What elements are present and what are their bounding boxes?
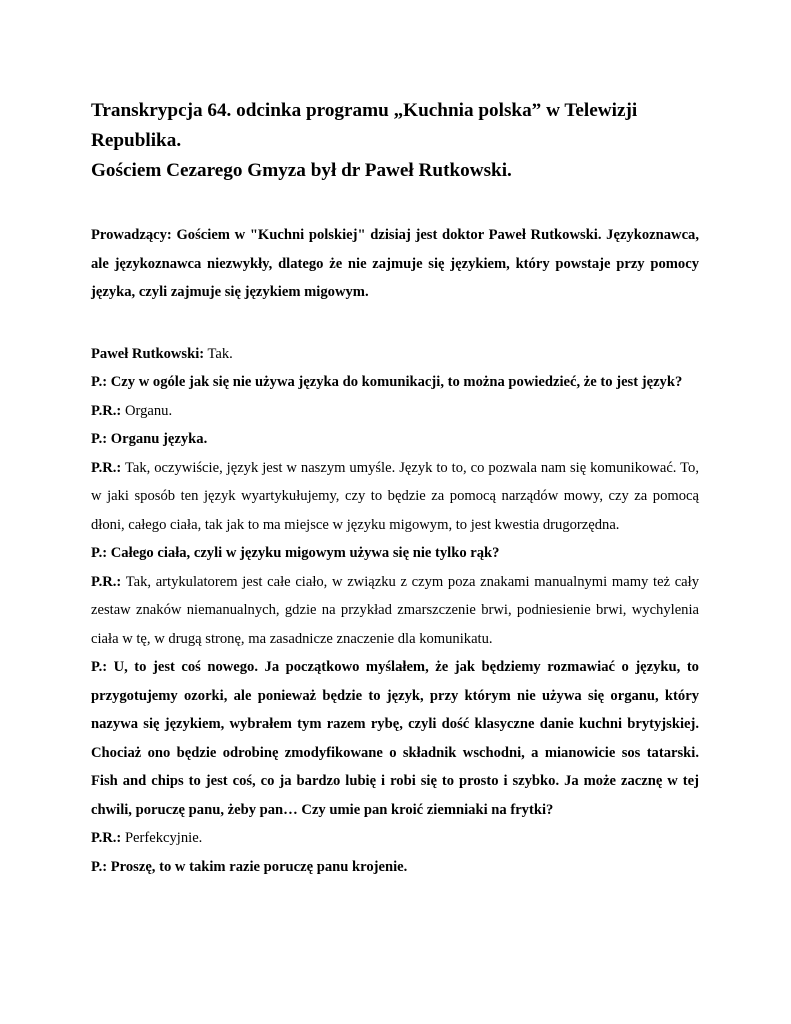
document-page [91,96,699,881]
dialogue-turn [91,368,699,397]
turn-text: Tak, artykulatorem jest całe ciało, w związku z czym poza znakami manualnymi mamy też cały zestaw znaków niemanualnych, gdzie na przykład zmarszczenie brwi, podniesienie brwi, wychylenia ciała w tę, w drugą stronę, ma zasadnicze znaczenie dla komunikatu. [91,573,700,647]
title-line-1: Transkrypcja 64. odcinka programu „Kuchnia polska” w Telewizji Republika. [91,100,638,151]
dialogue-turn [91,853,699,882]
turn-text: Czy w ogóle jak się nie używa języka do komunikacji, to można powiedzieć, że to jest język? [110,374,683,390]
speaker-label: P.: [91,374,108,390]
speaker-label: P.: [91,431,108,447]
turn-text: Proszę, to w takim razie poruczę panu krojenie. [110,858,408,875]
speaker-label: P.R.: [91,459,122,476]
dialogue-turn [91,653,699,824]
turn-text: Tak. [207,345,233,362]
dialogue-turn [91,425,699,454]
speaker-label: P.: [91,659,108,675]
speaker-label: P.: [91,858,108,875]
intro-paragraph: Prowadzący: Gościem w "Kuchni polskiej" dzisiaj jest doktor Paweł Rutkowski. Językoznawca, ale językoznawca niezwykły, dlatego że nie zajmuje się językiem, który powstaje przy pomocy języka, czyli zajmuje się językiem migowym. [91,227,699,300]
turn-text: Organu. [124,402,173,419]
dialogue-turn [91,539,699,568]
speaker-label: Paweł Rutkowski: [91,345,205,362]
speaker-label: P.R.: [91,830,122,846]
speaker-label: P.: [91,545,108,561]
document-title [91,96,699,186]
turn-text: Tak, oczywiście, język jest w naszym umyśle. Język to to, co pozwala nam się komunikować. To, w jaki sposób ten język wyartykułujemy, czy to będzie za pomocą narządów mowy, czy za pomocą dłoni, całego ciała, tak jak to ma miejsce w języku migowym, to jest kwestia drugorzędna. [91,459,699,533]
dialogue [91,340,699,882]
turn-text: Całego ciała, czyli w języku migowym używa się nie tylko rąk? [110,545,500,561]
dialogue-turn [91,568,699,654]
turn-text: Perfekcyjnie. [124,830,203,846]
turn-text: U, to jest coś nowego. Ja początkowo myślałem, że jak będziemy rozmawiać o języku, to przygotujemy ozorki, ale ponieważ będzie to język, przy którym nie używa się organu, który nazywa się językiem, wybrałem tym razem rybę, czyli dość klasyczne danie kuchni brytyjskiej. Chociaż ono będzie odrobinę zmodyfikowane o składnik wschodni, a mianowicie sos tatarski. Fish and chips to jest coś, co ja bardzo lubię i robi się to prosto i szybko. Ja może zacznę w tej chwili, poruczę panu, żeby pan… Czy umie pan kroić ziemniaki na frytki? [91,659,699,818]
turn-text: Organu języka. [110,431,208,447]
speaker-label: P.R.: [91,402,122,419]
dialogue-turn [91,454,699,540]
dialogue-turn [91,397,699,426]
title-line-2: Gościem Cezarego Gmyza był dr Paweł Rutkowski. [91,160,512,181]
dialogue-turn [91,340,699,369]
speaker-label: P.R.: [91,573,122,590]
dialogue-turn [91,824,699,853]
